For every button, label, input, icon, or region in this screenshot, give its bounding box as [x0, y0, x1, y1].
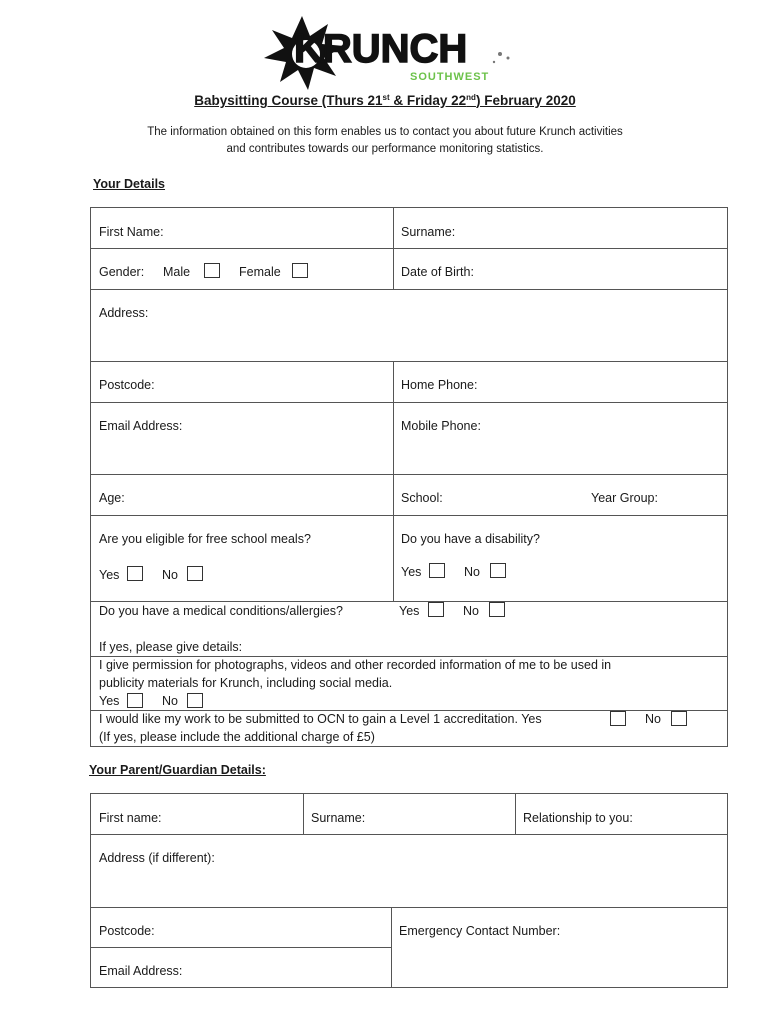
- page-title: [0, 93, 770, 108]
- title-text-2: & Friday 22: [389, 93, 467, 108]
- logo-wordmark: KRUNCH: [294, 27, 468, 71]
- permission-no-checkbox[interactable]: [187, 693, 203, 708]
- year-group-field[interactable]: Year Group:: [591, 491, 658, 505]
- mobile-phone-field[interactable]: Mobile Phone:: [401, 419, 481, 433]
- free-meals-no-checkbox[interactable]: [187, 566, 203, 581]
- postcode-field[interactable]: Postcode:: [99, 378, 155, 392]
- title-sup-2: nd: [466, 93, 476, 102]
- your-details-table: [90, 207, 728, 747]
- parent-email-field[interactable]: Email Address:: [99, 964, 183, 978]
- logo-subtitle: SOUTHWEST: [410, 71, 490, 83]
- home-phone-field[interactable]: Home Phone:: [401, 378, 478, 392]
- email-field[interactable]: Email Address:: [99, 419, 183, 433]
- medical-yes-checkbox[interactable]: [428, 602, 444, 617]
- disability-question: Do you have a disability?: [401, 532, 540, 546]
- emergency-contact-field[interactable]: Emergency Contact Number:: [399, 924, 561, 938]
- permission-text-1: I give permission for photographs, videos and other recorded information of me to be used in: [99, 658, 612, 672]
- disability-no-label: No: [464, 565, 480, 579]
- medical-details-field[interactable]: If yes, please give details:: [99, 640, 243, 654]
- your-details-heading: Your Details: [93, 177, 166, 191]
- permission-no-label: No: [162, 694, 178, 708]
- krunch-logo-graphic: [250, 14, 520, 92]
- intro-line-1: The information obtained on this form enables us to contact you about future Krunch activities: [147, 126, 623, 138]
- parent-surname-field[interactable]: Surname:: [311, 811, 366, 825]
- male-checkbox[interactable]: [204, 263, 220, 278]
- parent-relationship-field[interactable]: Relationship to you:: [523, 811, 633, 825]
- disability-yes-checkbox[interactable]: [429, 563, 445, 578]
- male-label: Male: [163, 265, 191, 279]
- permission-text-2: publicity materials for Krunch, including social media.: [99, 676, 393, 690]
- ocn-text-2: (If yes, please include the additional charge of £5): [99, 730, 375, 744]
- parent-details-table: [90, 793, 728, 988]
- free-meals-no-label: No: [162, 568, 178, 582]
- gender-label: Gender:: [99, 265, 145, 279]
- surname-field[interactable]: Surname:: [401, 225, 456, 239]
- free-meals-yes-checkbox[interactable]: [127, 566, 143, 581]
- permission-yes-checkbox[interactable]: [127, 693, 143, 708]
- intro-text: [0, 124, 770, 158]
- female-checkbox[interactable]: [292, 263, 308, 278]
- parent-first-name-field[interactable]: First name:: [99, 811, 162, 825]
- age-field[interactable]: Age:: [99, 491, 125, 505]
- title-text-1: Babysitting Course (Thurs 21: [194, 93, 383, 108]
- free-meals-yes-label: Yes: [99, 568, 120, 582]
- ocn-yes-checkbox[interactable]: [610, 711, 626, 726]
- disability-no-checkbox[interactable]: [490, 563, 506, 578]
- address-field[interactable]: Address:: [99, 306, 149, 320]
- parent-details-heading: Your Parent/Guardian Details:: [89, 763, 266, 777]
- ocn-text-1: I would like my work to be submitted to OCN to gain a Level 1 accreditation. Yes: [99, 712, 542, 726]
- medical-yes-label: Yes: [399, 604, 420, 618]
- medical-no-label: No: [463, 604, 479, 618]
- parent-address-field[interactable]: Address (if different):: [99, 851, 215, 865]
- krunch-logo: [250, 14, 520, 92]
- date-of-birth-field[interactable]: Date of Birth:: [401, 265, 474, 279]
- permission-yes-label: Yes: [99, 694, 120, 708]
- free-meals-question: Are you eligible for free school meals?: [99, 532, 311, 546]
- medical-no-checkbox[interactable]: [489, 602, 505, 617]
- first-name-field[interactable]: First Name:: [99, 225, 164, 239]
- disability-yes-label: Yes: [401, 565, 422, 579]
- school-field[interactable]: School:: [401, 491, 443, 505]
- ocn-no-checkbox[interactable]: [671, 711, 687, 726]
- medical-question: Do you have a medical conditions/allergies?: [99, 604, 343, 618]
- female-label: Female: [239, 265, 281, 279]
- ocn-no-label: No: [645, 712, 661, 726]
- intro-line-2: and contributes towards our performance monitoring statistics.: [226, 143, 544, 155]
- title-sup-1: st: [382, 93, 390, 102]
- title-text-3: ) February 2020: [475, 93, 576, 108]
- parent-postcode-field[interactable]: Postcode:: [99, 924, 155, 938]
